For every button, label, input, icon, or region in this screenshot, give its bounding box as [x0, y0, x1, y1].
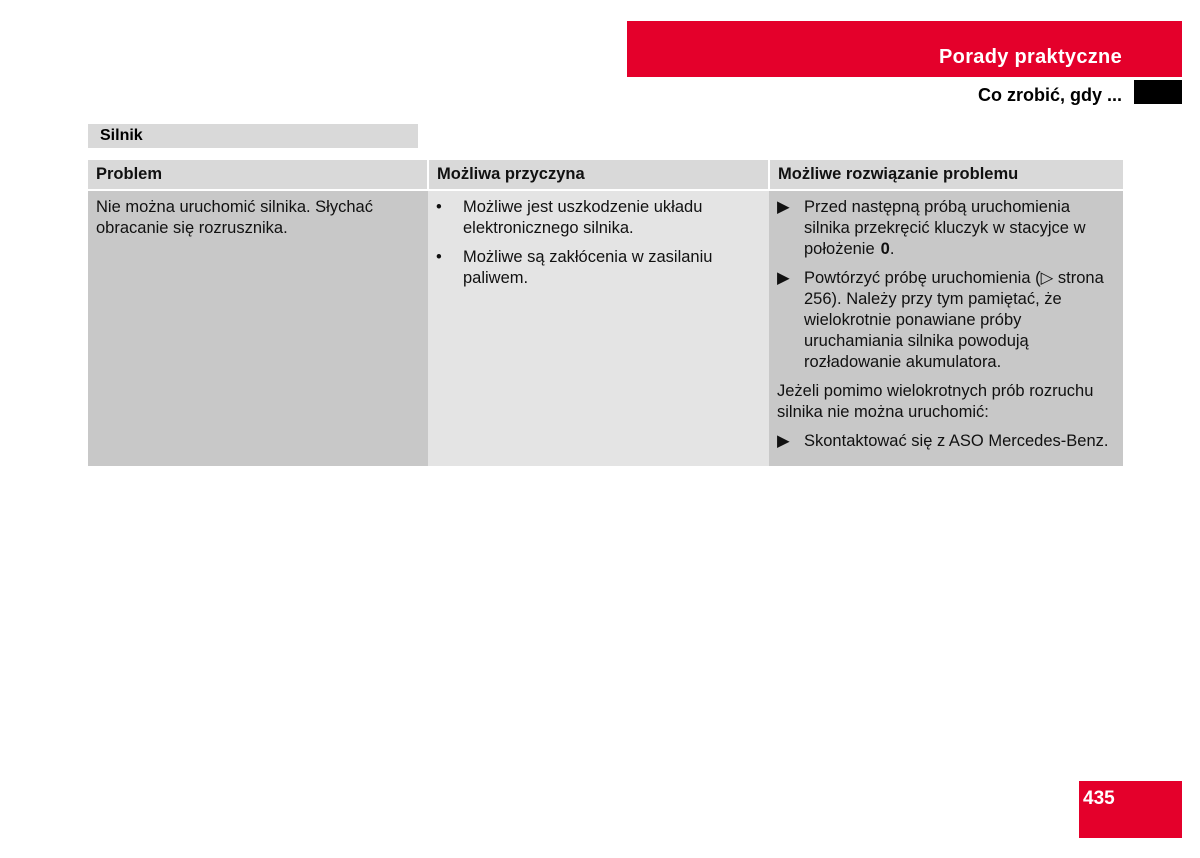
chapter-header-bar: [627, 21, 1182, 77]
cause-cell: [428, 190, 769, 466]
table-header-row: [88, 160, 1123, 190]
triangle-right-icon: ▶: [777, 198, 790, 216]
page-number: 435: [1083, 788, 1115, 809]
section-subtitle: Co zrobić, gdy ...: [977, 85, 1122, 105]
triangle-right-icon: ▶: [777, 269, 790, 287]
problem-cell: [88, 190, 428, 466]
list-item: [777, 431, 1115, 452]
solution-step-text: Przed następną próbą uruchomienia silnika przekręcić kluczyk w stacyjce w położenie: [804, 198, 1086, 258]
header-solution: Możliwe rozwiązanie problemu: [769, 160, 1123, 190]
problem-text: Nie można uruchomić silnika. Słychać obracanie się rozrusznika.: [96, 198, 373, 237]
page-number-tab: [1079, 781, 1182, 838]
solution-step-text: Powtórzyć próbę uruchomienia (▷ strona 256). Należy przy tym pamiętać, że wielokrotnie ponawiane próby uruchamiania silnika powodują rozładowanie akumulatora.: [804, 269, 1104, 371]
bullet-icon: •: [436, 198, 442, 216]
list-item: [436, 197, 761, 239]
header-problem: Problem: [88, 160, 428, 190]
solution-steps-final: [777, 431, 1115, 452]
list-item: [777, 268, 1115, 373]
solution-step-text: Skontaktować się z ASO Mercedes-Benz.: [804, 432, 1109, 450]
solution-steps: [777, 197, 1115, 373]
bullet-icon: •: [436, 248, 442, 266]
header-cause: Możliwa przyczyna: [428, 160, 769, 190]
list-item: [436, 247, 761, 289]
cause-text: Możliwe jest uszkodzenie układu elektronicznego silnika.: [463, 198, 703, 237]
table-row: [88, 190, 1123, 466]
list-item: [777, 197, 1115, 260]
subtitle-marker-block: [1134, 80, 1182, 104]
triangle-right-icon: ▶: [777, 432, 790, 450]
sentence-end: .: [889, 240, 895, 258]
troubleshooting-table: [88, 160, 1123, 466]
cause-text: Możliwe są zakłócenia w zasilaniu paliwem.: [463, 248, 713, 287]
section-label-silnik: Silnik: [88, 124, 418, 148]
chapter-title: Porady praktyczne: [939, 46, 1122, 68]
cause-list: [436, 197, 761, 289]
solution-note: Jeżeli pomimo wielokrotnych prób rozruchu silnika nie można uruchomić:: [777, 382, 1094, 421]
key-position-value: 0: [880, 240, 890, 258]
solution-cell: [769, 190, 1123, 466]
